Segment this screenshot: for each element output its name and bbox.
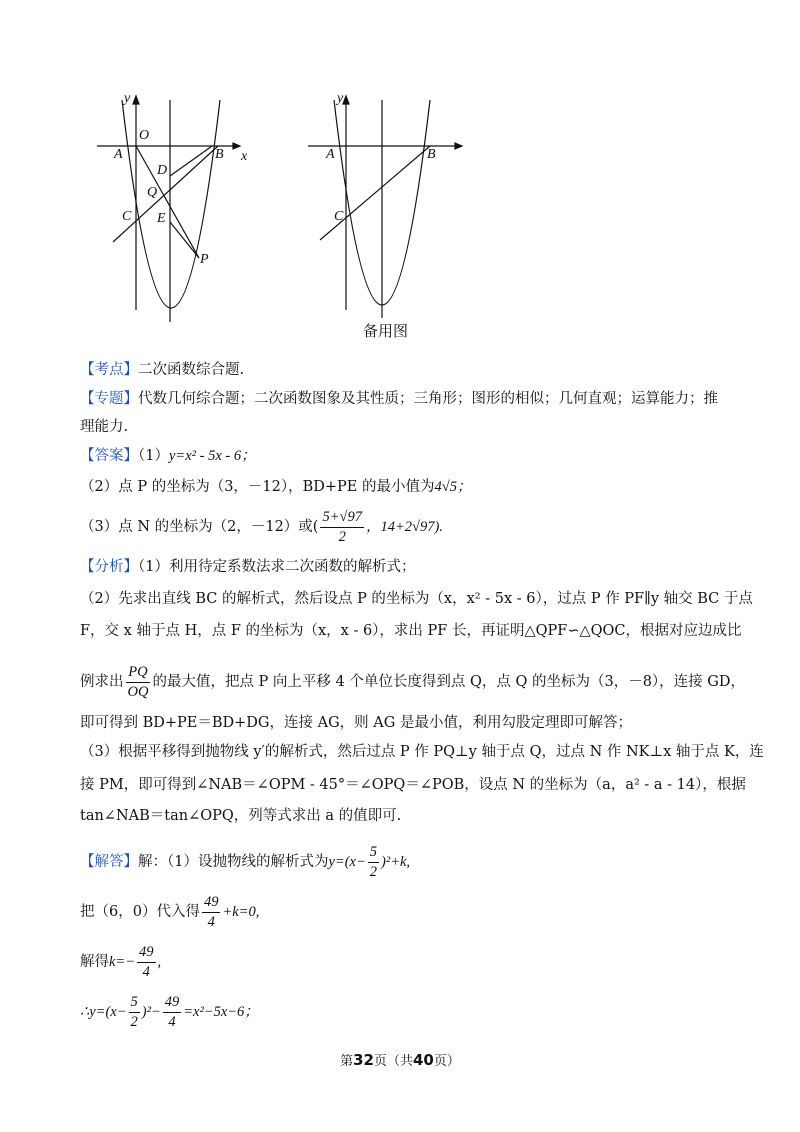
figures: [0, 0, 800, 360]
jieda-l4-num2: 49: [163, 995, 182, 1013]
daan-l1-pre: （1）: [138, 448, 169, 464]
daan-line-2: [80, 477, 730, 497]
fenxi-line-8: [80, 806, 730, 826]
daan-l2: （2）点 P 的坐标为（3，－12），BD+PE 的最小值为: [80, 479, 435, 495]
label-y-right: y: [337, 91, 344, 106]
daan-line-1: [80, 446, 730, 466]
jieda-l1-den: 2: [369, 863, 378, 880]
jieda-l4-c: =x²−5x−6；: [183, 1004, 259, 1020]
zhuanti-text-2: 理能力.: [80, 419, 129, 435]
jieda-l4-den2: 4: [168, 1013, 176, 1030]
jieda-line-4: [80, 995, 730, 1029]
kaodian-text: 二次函数综合题.: [138, 362, 245, 378]
daan-l2-val: 4√5；: [434, 479, 472, 495]
daan-tag: 【答案】: [80, 448, 138, 464]
line-bd-left: [170, 146, 212, 176]
jieda-l3-frac: [137, 945, 156, 979]
daan-l3-pre: （3）点 N 的坐标为（2，－12）或(: [80, 519, 319, 535]
fenxi-line-5: [80, 713, 730, 733]
x-arrow-right: [455, 143, 462, 149]
label-d-left: D: [157, 163, 168, 178]
jieda-l1-pre: 解：（1）设抛物线的解析式为: [138, 854, 329, 870]
daan-l3-den: 2: [338, 528, 346, 545]
jieda-tag: 【解答】: [80, 854, 138, 870]
jieda-l2-post: +k=0,: [222, 904, 260, 920]
fenxi-line-7: [80, 775, 746, 795]
jieda-l4-b: )²−: [141, 1004, 161, 1020]
label-b-right: B: [427, 147, 436, 162]
figure-right: [308, 96, 462, 318]
label-o-left: O: [139, 128, 150, 143]
jieda-l4-num1: 5: [129, 995, 140, 1013]
daan-l1-eq: y=x² - 5x - 6；: [168, 448, 256, 464]
jieda-l3-num: 49: [137, 945, 156, 963]
jieda-l2-pre: 把（6，0）代入得: [80, 904, 200, 920]
daan-line-3: [80, 510, 730, 544]
jieda-line-1: [80, 845, 730, 879]
zhuanti-line: [80, 389, 730, 409]
fenxi-l7: 接 PM，即可得到∠NAB＝∠OPM - 45°＝∠OPQ＝∠POB，设点 N 的坐标为（a，a² - a - 14），根据: [80, 777, 746, 793]
figure-left: [97, 96, 240, 322]
jieda-l2-frac: [202, 895, 221, 929]
parabola-left: [122, 100, 220, 308]
page-footer: [0, 1050, 800, 1069]
jieda-l4-den1: 2: [130, 1013, 138, 1030]
line-pe-left: [170, 222, 199, 258]
jieda-l3-pre: 解得: [80, 954, 109, 970]
fenxi-l4-num: PQ: [126, 665, 151, 683]
jieda-l2-den: 4: [207, 913, 215, 930]
label-c-right: C: [334, 209, 344, 224]
label-p-left: P: [200, 252, 209, 267]
line-bc-extended-left: [113, 146, 218, 242]
label-c-left: C: [122, 209, 132, 224]
graphs-svg: [0, 0, 800, 360]
jieda-l3-den: 4: [142, 963, 150, 980]
fenxi-line-4: [80, 664, 745, 700]
footer-mid: 页（共: [373, 1054, 413, 1069]
kaodian-line: [80, 360, 730, 380]
fenxi-l3: F，交 x 轴于点 H，点 F 的坐标为（x，x - 6），求出 PF 长，再证明△QPF∽△QOC，根据对应边成比: [80, 623, 742, 639]
fenxi-l4-frac: [126, 665, 151, 699]
zhuanti-text-1: 代数几何综合题；二次函数图象及其性质；三角形；图形的相似；几何直观；运算能力；推: [138, 391, 718, 407]
label-y-left: y: [124, 91, 131, 106]
y-arrow-left: [133, 96, 139, 104]
y-arrow-right: [343, 96, 349, 104]
fenxi-line-1: [80, 557, 730, 577]
footer-pre: 第: [340, 1054, 354, 1069]
fenxi-l4-post: 的最大值，把点 P 向上平移 4 个单位长度得到点 Q，点 Q 的坐标为（3，－8），连接 GD，: [152, 674, 745, 690]
fenxi-line-6: [80, 742, 764, 762]
jieda-l3-eq: k=−: [109, 954, 136, 970]
jieda-l1-frac: [368, 845, 379, 879]
fenxi-l2: （2）先求出直线 BC 的解析式，然后设点 P 的坐标为（x，x² - 5x - 6），过点 P 作 PF∥y 轴交 BC 于点: [80, 591, 753, 607]
jieda-l2-num: 49: [202, 895, 221, 913]
footer-page-number: 32: [353, 1051, 374, 1069]
label-x-left: x: [241, 149, 248, 164]
jieda-line-3: [80, 945, 730, 979]
jieda-line-2: [80, 895, 730, 929]
jieda-l4-frac-2: [163, 995, 182, 1029]
fenxi-l6: （3）根据平移得到抛物线 y′的解析式，然后过点 P 作 PQ⊥y 轴于点 Q，过点 N 作 NK⊥x 轴于点 K，连: [80, 744, 764, 760]
line-op-left: [136, 146, 199, 258]
footer-post: 页）: [433, 1054, 460, 1069]
footer-total-pages: 40: [413, 1051, 434, 1069]
fenxi-l4-pre: 例求出: [80, 674, 124, 690]
daan-l3-frac: [320, 510, 364, 544]
daan-l3-num: 5+√97: [320, 510, 364, 528]
zhuanti-line-2: [80, 417, 730, 437]
fenxi-l5: 即可得到 BD+PE＝BD+DG，连接 AG，则 AG 是最小值，利用勾股定理即可解答；: [80, 715, 632, 731]
kaodian-tag: 【考点】: [80, 362, 138, 378]
fenxi-l8: tan∠NAB＝tan∠OPQ，列等式求出 a 的值即可.: [80, 808, 402, 824]
label-e-left: E: [157, 211, 166, 226]
fenxi-tag: 【分析】: [80, 559, 138, 575]
label-b-left: B: [215, 147, 224, 162]
jieda-l1-eq-b: )²+k,: [381, 854, 411, 870]
label-q-left: Q: [147, 185, 158, 200]
fenxi-l4-den: OQ: [127, 683, 149, 700]
zhuanti-tag: 【专题】: [80, 391, 138, 407]
jieda-l1-num: 5: [368, 845, 379, 863]
x-arrow-left: [233, 143, 240, 149]
daan-l3-post: ，14+2√97).: [365, 519, 443, 535]
jieda-l4-a: ∴y=(x−: [80, 1004, 127, 1020]
jieda-l1-eq-a: y=(x−: [328, 854, 366, 870]
line-bc-right: [320, 146, 430, 240]
fenxi-line-2: [80, 589, 753, 609]
label-a-right: A: [326, 147, 335, 162]
jieda-l3-post: ,: [157, 954, 162, 970]
label-a-left: A: [114, 147, 123, 162]
fenxi-line-3: [80, 621, 742, 641]
backup-figure-caption: 备用图: [363, 322, 409, 340]
jieda-l4-frac-1: [129, 995, 140, 1029]
fenxi-l1: （1）利用待定系数法求二次函数的解析式；: [138, 559, 416, 575]
